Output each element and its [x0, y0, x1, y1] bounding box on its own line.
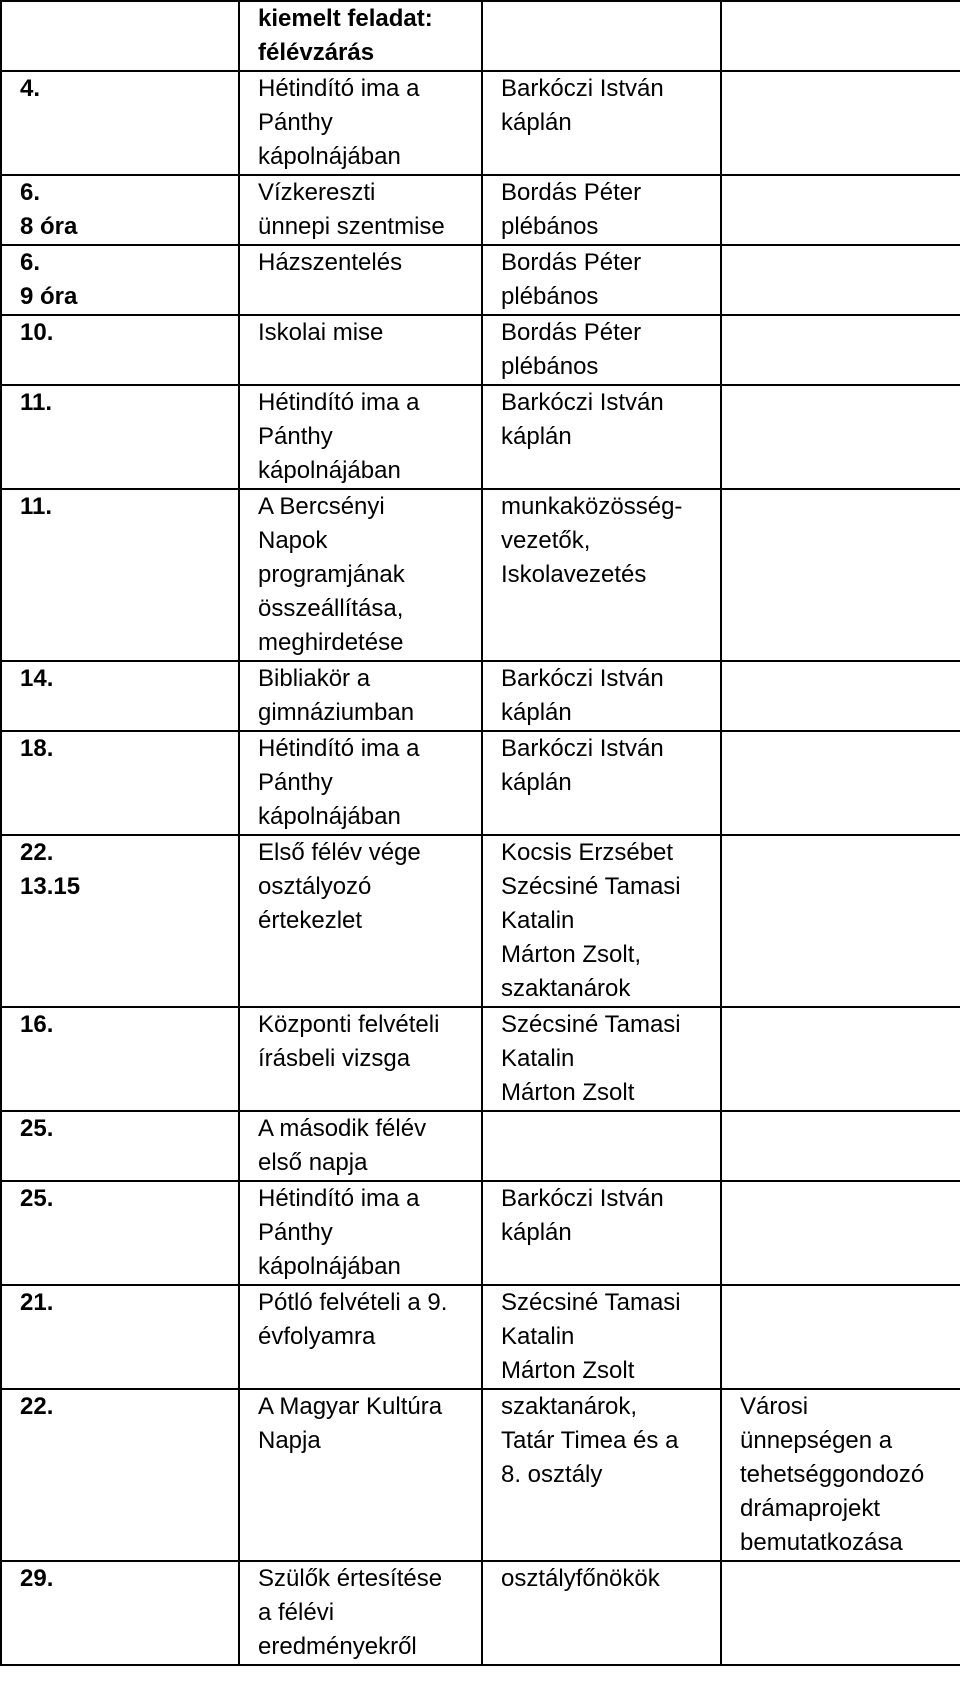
- event-line: Pánthy: [258, 423, 333, 450]
- date-line: 22.: [20, 1393, 54, 1420]
- date-cell: [1, 1389, 239, 1561]
- responsible-cell: [482, 385, 721, 489]
- event-line: programjának: [258, 561, 405, 588]
- note-cell: [721, 835, 960, 1007]
- date-cell: [1, 835, 239, 1007]
- table-row: [1, 1285, 960, 1389]
- responsible-line: Katalin: [501, 907, 575, 934]
- responsible-cell: [482, 71, 721, 175]
- event-cell: [239, 71, 482, 175]
- responsible-cell: [482, 835, 721, 1007]
- responsible-line: káplán: [501, 699, 572, 726]
- event-line: osztályozó: [258, 873, 372, 900]
- responsible-cell: [482, 1, 721, 71]
- event-line: Hétindító ima a: [258, 389, 420, 416]
- responsible-cell: [482, 1561, 721, 1665]
- responsible-line: Tatár Timea és a: [501, 1427, 679, 1454]
- event-line: kápolnájában: [258, 1253, 401, 1280]
- date-line: 13.15: [20, 873, 81, 900]
- event-line: A Magyar Kultúra: [258, 1393, 443, 1420]
- event-line: Központi felvételi: [258, 1011, 440, 1038]
- table-row: [1, 245, 960, 315]
- responsible-line: Márton Zsolt: [501, 1079, 635, 1106]
- table-row: [1, 175, 960, 245]
- date-cell: [1, 315, 239, 385]
- date-cell: [1, 1285, 239, 1389]
- event-line: kápolnájában: [258, 803, 401, 830]
- responsible-cell: [482, 245, 721, 315]
- note-cell: [721, 1561, 960, 1665]
- responsible-line: Barkóczi István: [501, 389, 664, 416]
- note-cell: [721, 1389, 960, 1561]
- table-row: [1, 731, 960, 835]
- responsible-line: 8. osztály: [501, 1461, 603, 1488]
- event-cell: [239, 315, 482, 385]
- note-line: ünnepségen a: [740, 1427, 893, 1454]
- date-line: 25.: [20, 1115, 54, 1142]
- responsible-cell: [482, 1181, 721, 1285]
- responsible-line: Szécsiné Tamasi: [501, 1289, 681, 1316]
- responsible-line: Kocsis Erzsébet: [501, 839, 674, 866]
- date-line: 22.: [20, 839, 54, 866]
- responsible-cell: [482, 1111, 721, 1181]
- responsible-line: munkaközösség-: [501, 493, 683, 520]
- responsible-line: plébános: [501, 213, 599, 240]
- event-line: Házszentelés: [258, 249, 403, 276]
- responsible-line: Barkóczi István: [501, 1185, 664, 1212]
- event-line: A második félév: [258, 1115, 427, 1142]
- date-line: 25.: [20, 1185, 54, 1212]
- responsible-cell: [482, 731, 721, 835]
- responsible-line: Márton Zsolt,: [501, 941, 642, 968]
- date-line: 8 óra: [20, 213, 78, 240]
- note-cell: [721, 661, 960, 731]
- date-cell: [1, 245, 239, 315]
- note-cell: [721, 1007, 960, 1111]
- event-line: a félévi: [258, 1599, 335, 1626]
- responsible-cell: [482, 661, 721, 731]
- responsible-line: szaktanárok: [501, 975, 631, 1002]
- responsible-line: káplán: [501, 1219, 572, 1246]
- responsible-cell: [482, 1007, 721, 1111]
- event-line: A Bercsényi: [258, 493, 385, 520]
- event-line: első napja: [258, 1149, 368, 1176]
- table-row: [1, 661, 960, 731]
- date-cell: [1, 489, 239, 661]
- event-line: Iskolai mise: [258, 319, 384, 346]
- event-cell: [239, 731, 482, 835]
- responsible-line: Iskolavezetés: [501, 561, 647, 588]
- event-line: értekezlet: [258, 907, 363, 934]
- date-line: 14.: [20, 665, 54, 692]
- responsible-line: plébános: [501, 353, 599, 380]
- date-cell: [1, 1, 239, 71]
- event-line: eredményekről: [258, 1633, 417, 1660]
- event-line: Napok: [258, 527, 328, 554]
- table-row: [1, 835, 960, 1007]
- responsible-line: vezetők,: [501, 527, 591, 554]
- responsible-line: Katalin: [501, 1045, 575, 1072]
- event-cell: [239, 385, 482, 489]
- responsible-line: Szécsiné Tamasi: [501, 1011, 681, 1038]
- event-line: Bibliakör a: [258, 665, 371, 692]
- event-cell: [239, 1111, 482, 1181]
- responsible-cell: [482, 489, 721, 661]
- event-cell: [239, 835, 482, 1007]
- table-row: [1, 1007, 960, 1111]
- date-cell: [1, 731, 239, 835]
- responsible-line: Bordás Péter: [501, 179, 642, 206]
- event-cell: [239, 175, 482, 245]
- table-row: [1, 489, 960, 661]
- note-cell: [721, 1, 960, 71]
- date-line: 11.: [20, 389, 53, 416]
- event-line: Pánthy: [258, 1219, 333, 1246]
- event-line: összeállítása,: [258, 595, 404, 622]
- note-line: tehetséggondozó: [740, 1461, 925, 1488]
- event-line: meghirdetése: [258, 629, 404, 656]
- event-line: kápolnájában: [258, 143, 401, 170]
- event-line: félévzárás: [258, 39, 375, 66]
- event-line: Napja: [258, 1427, 321, 1454]
- event-cell: [239, 661, 482, 731]
- responsible-line: káplán: [501, 769, 572, 796]
- responsible-line: káplán: [501, 423, 572, 450]
- responsible-line: Barkóczi István: [501, 735, 664, 762]
- note-line: bemutatkozása: [740, 1529, 903, 1556]
- note-cell: [721, 245, 960, 315]
- note-cell: [721, 1181, 960, 1285]
- date-cell: [1, 1111, 239, 1181]
- note-line: Városi: [740, 1393, 809, 1420]
- responsible-cell: [482, 1285, 721, 1389]
- table-row: [1, 1181, 960, 1285]
- event-cell: [239, 1561, 482, 1665]
- event-line: Vízkereszti: [258, 179, 376, 206]
- event-line: gimnáziumban: [258, 699, 415, 726]
- date-cell: [1, 175, 239, 245]
- event-cell: [239, 245, 482, 315]
- responsible-line: Barkóczi István: [501, 665, 664, 692]
- event-line: írásbeli vizsga: [258, 1045, 411, 1072]
- date-line: 9 óra: [20, 283, 78, 310]
- event-line: Szülők értesítése: [258, 1565, 443, 1592]
- table-row: [1, 1111, 960, 1181]
- responsible-line: Bordás Péter: [501, 249, 642, 276]
- schedule-table-body: [1, 1, 960, 1665]
- note-cell: [721, 71, 960, 175]
- responsible-line: Bordás Péter: [501, 319, 642, 346]
- event-line: kápolnájában: [258, 457, 401, 484]
- event-cell: [239, 1, 482, 71]
- table-row: [1, 385, 960, 489]
- event-cell: [239, 1007, 482, 1111]
- date-line: 4.: [20, 75, 41, 102]
- event-line: Hétindító ima a: [258, 75, 420, 102]
- date-cell: [1, 385, 239, 489]
- event-line: Hétindító ima a: [258, 735, 420, 762]
- responsible-line: Márton Zsolt: [501, 1357, 635, 1384]
- table-row: [1, 1561, 960, 1665]
- date-line: 10.: [20, 319, 54, 346]
- note-cell: [721, 731, 960, 835]
- note-cell: [721, 385, 960, 489]
- note-cell: [721, 1111, 960, 1181]
- event-line: kiemelt feladat:: [258, 5, 433, 32]
- event-cell: [239, 1285, 482, 1389]
- responsible-line: plébános: [501, 283, 599, 310]
- responsible-cell: [482, 315, 721, 385]
- responsible-line: szaktanárok,: [501, 1393, 638, 1420]
- event-cell: [239, 1389, 482, 1561]
- note-cell: [721, 175, 960, 245]
- event-line: Pánthy: [258, 769, 333, 796]
- event-line: Első félév vége: [258, 839, 421, 866]
- date-cell: [1, 1561, 239, 1665]
- note-cell: [721, 315, 960, 385]
- responsible-line: Szécsiné Tamasi: [501, 873, 681, 900]
- date-line: 16.: [20, 1011, 54, 1038]
- date-cell: [1, 1007, 239, 1111]
- event-line: ünnepi szentmise: [258, 213, 445, 240]
- note-line: drámaprojekt: [740, 1495, 881, 1522]
- event-line: Pánthy: [258, 109, 333, 136]
- date-cell: [1, 1181, 239, 1285]
- table-row: [1, 1389, 960, 1561]
- event-line: évfolyamra: [258, 1323, 376, 1350]
- date-cell: [1, 661, 239, 731]
- date-line: 6.: [20, 249, 41, 276]
- date-line: 29.: [20, 1565, 54, 1592]
- responsible-line: Barkóczi István: [501, 75, 664, 102]
- responsible-cell: [482, 1389, 721, 1561]
- event-cell: [239, 1181, 482, 1285]
- event-cell: [239, 489, 482, 661]
- note-cell: [721, 1285, 960, 1389]
- responsible-line: Katalin: [501, 1323, 575, 1350]
- table-row: [1, 1, 960, 71]
- date-line: 21.: [20, 1289, 54, 1316]
- responsible-line: káplán: [501, 109, 572, 136]
- event-line: Hétindító ima a: [258, 1185, 420, 1212]
- date-line: 18.: [20, 735, 54, 762]
- date-line: 6.: [20, 179, 41, 206]
- table-row: [1, 315, 960, 385]
- table-row: [1, 71, 960, 175]
- note-cell: [721, 489, 960, 661]
- responsible-cell: [482, 175, 721, 245]
- event-line: Pótló felvételi a 9.: [258, 1289, 448, 1316]
- date-line: 11.: [20, 493, 53, 520]
- date-cell: [1, 71, 239, 175]
- responsible-line: osztályfőnökök: [501, 1565, 660, 1592]
